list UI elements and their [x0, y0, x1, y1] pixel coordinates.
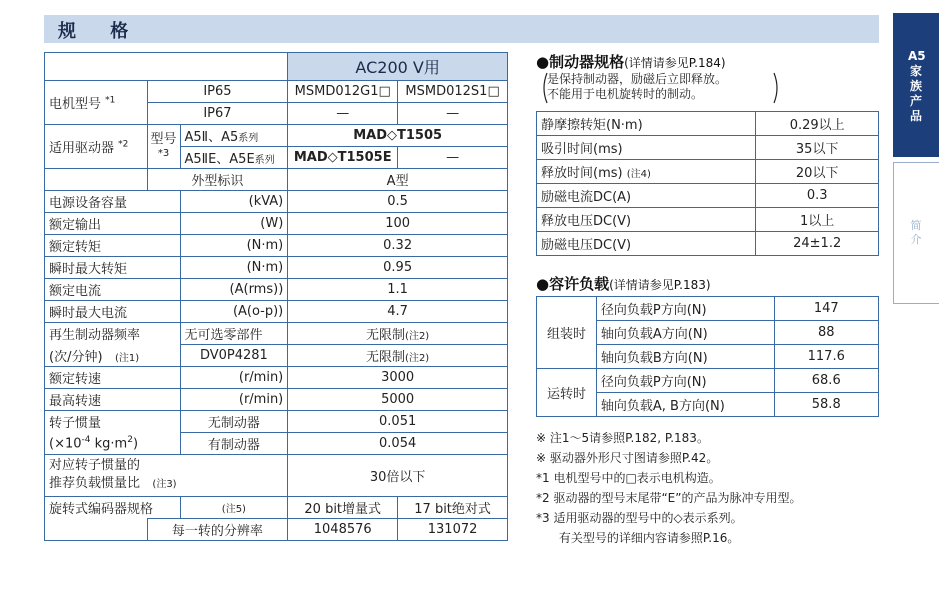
regen-val2: 无限制(注2) [288, 345, 508, 367]
model-g: MSMD012G1□ [288, 81, 398, 103]
driver-label: 适用驱动器 $^{*2}$ [45, 125, 148, 169]
max-speed-value: 5000 [288, 389, 508, 411]
table-row [537, 297, 879, 321]
brake-label: 励磁电流DC(A) [537, 184, 756, 208]
table-row [537, 232, 879, 256]
table-row [537, 136, 879, 160]
table-row [45, 301, 508, 323]
model-s: MSMD012S1□ [398, 81, 508, 103]
load-value: 88 [774, 321, 879, 345]
brake-label: 吸引时间(ms) [537, 136, 756, 160]
section-title-bar [44, 15, 879, 43]
brake-table [536, 111, 879, 256]
resolution-abs: 131072 [398, 519, 508, 541]
row-unit: (W) [180, 213, 288, 235]
with-brake-label: 有制动器 [180, 433, 288, 455]
rated-speed-value: 3000 [288, 367, 508, 389]
load-table [536, 296, 879, 417]
left-paren [540, 72, 548, 104]
row-value: 4.7 [288, 301, 508, 323]
brake-note: 是保持制动器，励磁后立即释放。 不能用于电机旋转时的制动。 [547, 72, 728, 101]
brake-value: 20以下 [756, 160, 879, 184]
inertia-unit: ($\times 10^{-4}$ $kg\cdot m^2$) [45, 433, 181, 455]
load-value: 117.6 [774, 345, 879, 369]
note-line: 有关型号的详细内容请参照P.16。 [536, 531, 740, 545]
side-tab-a5-label: A5家族产品 [908, 49, 926, 123]
encoder-abs: 17 bit绝对式 [398, 497, 508, 519]
main-spec-table [44, 52, 508, 541]
resolution-empty [45, 519, 148, 541]
note-line: ※ 驱动器外形尺寸图请参照P.42。 [536, 451, 719, 465]
brake-value: 0.3 [756, 184, 879, 208]
table-row [537, 112, 879, 136]
side-tab-intro[interactable] [893, 162, 939, 304]
rated-speed-unit: (r/min) [180, 367, 288, 389]
row-unit: (N·m) [180, 235, 288, 257]
resolution-label: 每一转的分辨率 [147, 519, 288, 541]
running-label: 运转时 [537, 369, 597, 417]
table-row [537, 184, 879, 208]
brake-label: 静摩擦转矩(N·m) [537, 112, 756, 136]
load-value: 147 [774, 297, 879, 321]
row-unit: (kVA) [180, 191, 288, 213]
max-speed-unit: (r/min) [180, 389, 288, 411]
encoder-inc: 20 bit增量式 [288, 497, 398, 519]
brake-label: 释放时间(ms) (注4) [537, 160, 756, 184]
row-unit: (A(rms)) [180, 279, 288, 301]
load-value: 68.6 [774, 369, 879, 393]
table-row [45, 235, 508, 257]
note-line: *1 电机型号中的□表示电机构造。 [536, 471, 721, 485]
notes [536, 428, 801, 548]
row-label: 额定转矩 [45, 235, 181, 257]
driver-model: MAD◇T1505 [288, 125, 508, 147]
row-value: 100 [288, 213, 508, 235]
header-voltage: AC200 V用 [288, 53, 508, 81]
table-row [537, 208, 879, 232]
row-label: 额定输出 [45, 213, 181, 235]
regen-unit: (次/分钟) (注1) [45, 345, 181, 367]
side-tab-intro-label: 简介 [910, 219, 922, 246]
frame-empty [45, 169, 148, 191]
row-value: 0.32 [288, 235, 508, 257]
table-row [537, 160, 879, 184]
no-brake-label: 无制动器 [180, 411, 288, 433]
row-label: 瞬时最大电流 [45, 301, 181, 323]
row-value: 0.5 [288, 191, 508, 213]
header-empty-cell [45, 53, 288, 81]
note-line: ※ 注1～5请参照P.182, P.183。 [536, 431, 709, 445]
with-brake-value: 0.054 [288, 433, 508, 455]
table-row [45, 367, 508, 389]
regen-opt2: DV0P4281 [180, 345, 288, 367]
note-line: *2 驱动器的型号末尾带“E”的产品为脉冲专用型。 [536, 491, 802, 505]
frame-value: A型 [288, 169, 508, 191]
load-label: 轴向负载A, B方向(N) [596, 393, 774, 417]
encoder-note: (注5) [180, 497, 288, 519]
table-row [45, 213, 508, 235]
load-label: 轴向负载A方向(N) [596, 321, 774, 345]
brake-value: 1以上 [756, 208, 879, 232]
brake-value: 24±1.2 [756, 232, 879, 256]
row-unit: (A(o-p)) [180, 301, 288, 323]
driver-model-e-dash: — [398, 147, 508, 169]
row-label: 电源设备容量 [45, 191, 181, 213]
row-unit: (N·m) [180, 257, 288, 279]
row-value: 0.95 [288, 257, 508, 279]
right-paren [773, 72, 781, 104]
brake-label: 励磁电压DC(V) [537, 232, 756, 256]
table-row [45, 389, 508, 411]
model-no-label: 型号 *3 [147, 125, 180, 169]
assembly-label: 组装时 [537, 297, 597, 369]
ip67-label: IP67 [147, 103, 288, 125]
row-label: 额定电流 [45, 279, 181, 301]
table-row [45, 257, 508, 279]
ip65-label: IP65 [147, 81, 288, 103]
table-row [45, 279, 508, 301]
ip67-g-dash: — [288, 103, 398, 125]
load-label: 径向负载P方向(N) [596, 369, 774, 393]
frame-label: 外型标识 [147, 169, 288, 191]
regen-opt1: 无可选零部件 [180, 323, 288, 345]
resolution-inc: 1048576 [288, 519, 398, 541]
load-label: 轴向负载B方向(N) [596, 345, 774, 369]
brake-title: ●制动器规格(详情请参见P.184) [536, 53, 726, 71]
motor-model-label: 电机型号 $^{*1}$ [45, 81, 148, 125]
inertia-label: 转子惯量 [45, 411, 181, 433]
brake-label: 释放电压DC(V) [537, 208, 756, 232]
brake-value: 35以下 [756, 136, 879, 160]
ratio-label: 对应转子惯量的 推荐负载惯量比 (注3) [45, 455, 288, 497]
no-brake-value: 0.051 [288, 411, 508, 433]
driver-a5: A5Ⅱ、A5系列 [180, 125, 288, 147]
regen-val1: 无限制(注2) [288, 323, 508, 345]
driver-a5e: A5ⅡE、A5E系列 [180, 147, 288, 169]
brake-value: 0.29以上 [756, 112, 879, 136]
ip67-s-dash: — [398, 103, 508, 125]
encoder-label: 旋转式编码器规格 [45, 497, 181, 519]
load-title: ●容许负载(详情请参见P.183) [536, 275, 711, 293]
ratio-value: 30倍以下 [288, 455, 508, 497]
driver-model-e: MAD◇T1505E [288, 147, 398, 169]
row-label: 瞬时最大转矩 [45, 257, 181, 279]
note-line: *3 适用驱动器的型号中的◇表示系列。 [536, 511, 743, 525]
table-row [537, 369, 879, 393]
load-value: 58.8 [774, 393, 879, 417]
side-tab-a5-family[interactable] [893, 13, 939, 157]
regen-label: 再生制动器频率 [45, 323, 181, 345]
table-row [45, 191, 508, 213]
rated-speed-label: 额定转速 [45, 367, 181, 389]
load-label: 径向负载P方向(N) [596, 297, 774, 321]
row-value: 1.1 [288, 279, 508, 301]
section-title: 规 格 [58, 21, 143, 42]
max-speed-label: 最高转速 [45, 389, 181, 411]
